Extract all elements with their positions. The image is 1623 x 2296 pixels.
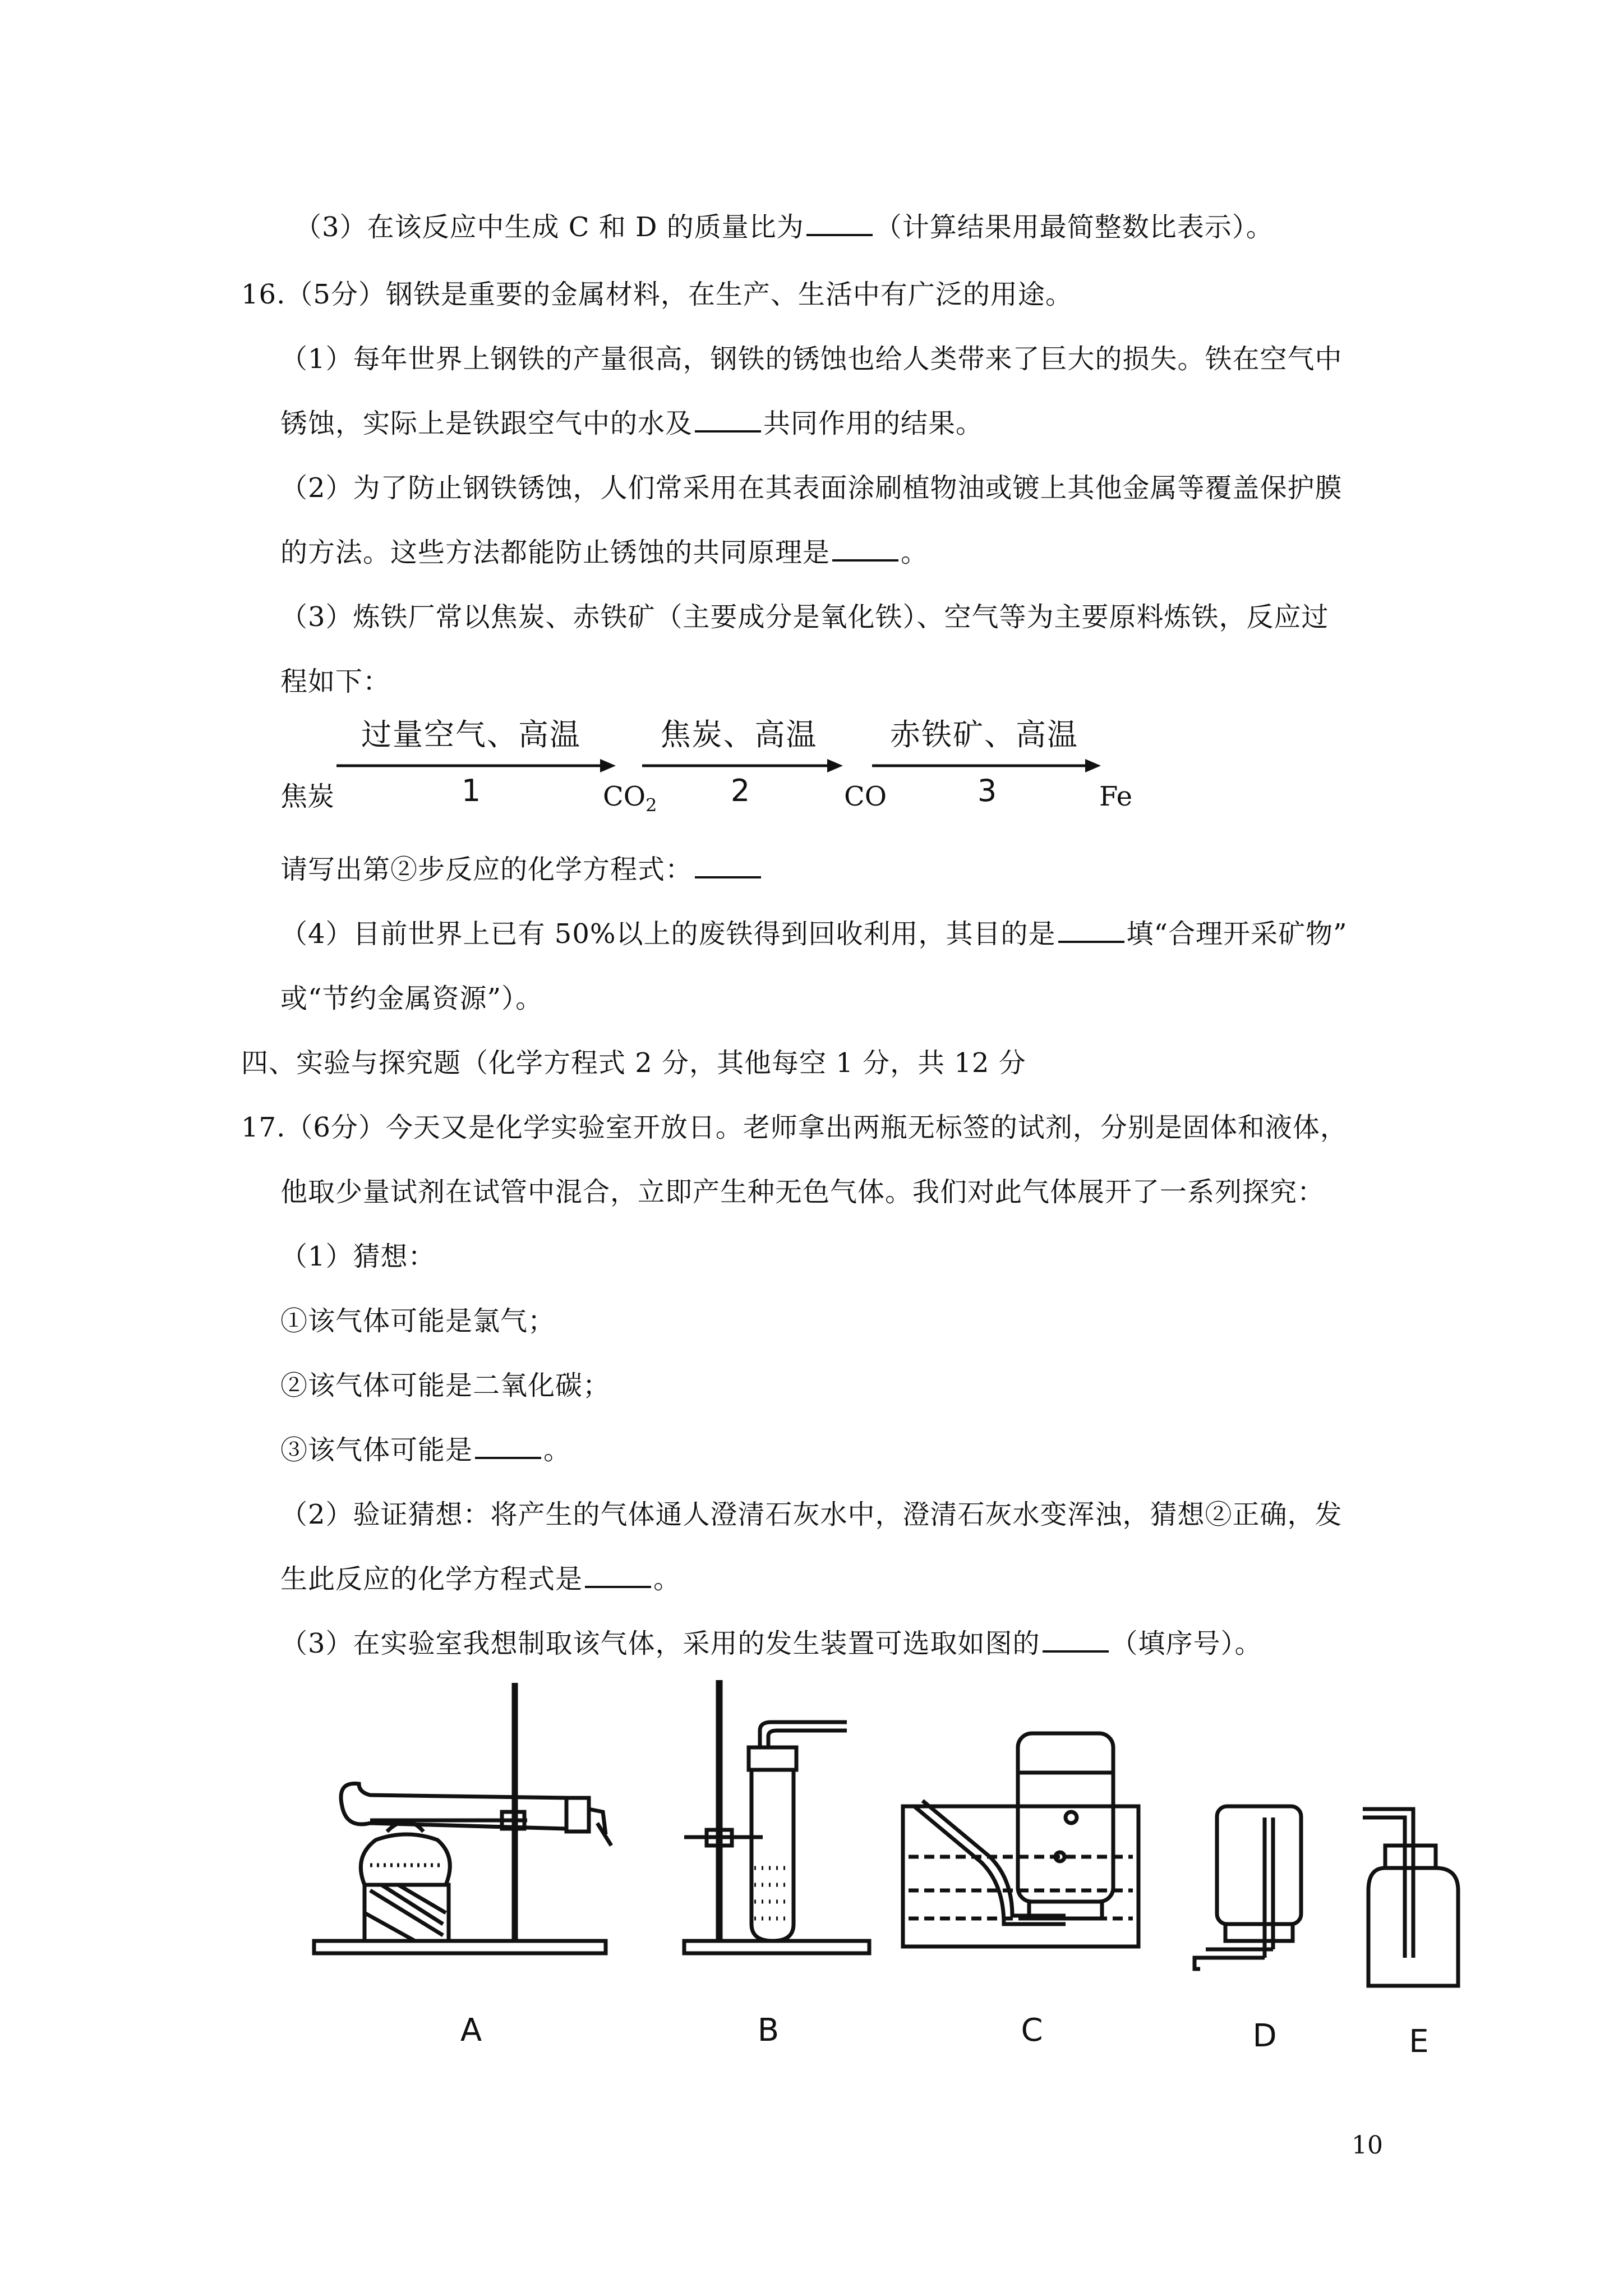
arrow-2-label: 焦炭、高温 (660, 717, 818, 752)
answer-blank[interactable] (832, 537, 898, 562)
answer-blank[interactable] (806, 211, 873, 236)
apparatus-label-c: C (1021, 2012, 1043, 2049)
section4-title: 四、实验与探究题（化学方程式 2 分，其他每空 1 分，共 12 分 (241, 1047, 1026, 1079)
q16-part3-line3: 请写出第②步反应的化学方程式： (280, 853, 763, 886)
apparatus-a-heating-setup (303, 1677, 639, 1975)
q17-guess2: ②该气体可能是二氧化碳； (280, 1370, 611, 1401)
arrow-1-label: 过量空气、高温 (361, 717, 581, 752)
answer-blank[interactable] (695, 854, 761, 878)
answer-blank[interactable] (585, 1563, 651, 1588)
apparatus-c-water-collection (897, 1722, 1150, 1975)
q16-part1-line1: （1）每年世界上钢铁的产量很高，钢铁的锈蚀也给人类带来了巨大的损失。铁在空气中 (280, 343, 1343, 375)
q17-part2-line1: （2）验证猜想：将产生的气体通人澄清石灰水中，澄清石灰水变浑浊，猜想②正确，发 (280, 1499, 1343, 1530)
q16-part3-line2: 程如下： (280, 666, 391, 697)
q17-part1: （1）猜想： (280, 1241, 436, 1272)
answer-blank[interactable] (695, 408, 761, 432)
q16-part1-line2: 锈蚀，实际上是铁跟空气中的水及 共同作用的结果。 (280, 408, 984, 439)
q16-part2-line2: 的方法。这些方法都能防止锈蚀的共同原理是 。 (280, 537, 929, 568)
apparatus-label-b: B (757, 2012, 780, 2049)
arrow-1-number: 1 (461, 773, 481, 808)
answer-blank[interactable] (1058, 918, 1124, 943)
flow-start-coke: 焦炭 (280, 781, 335, 812)
apparatus-label-d: D (1252, 2018, 1277, 2054)
answer-blank[interactable] (475, 1434, 541, 1459)
apparatus-label-e: E (1409, 2023, 1429, 2060)
answer-blank[interactable] (1043, 1628, 1109, 1653)
flow-co2: $CO_2$ (603, 781, 657, 816)
flow-fe: Fe (1099, 781, 1133, 812)
q17-part2-line2: 生此反应的化学方程式是 。 (280, 1563, 681, 1595)
apparatus-b-test-tube-setup (673, 1677, 897, 1975)
q17-part3: （3）在实验室我想制取该气体，采用的发生装置可选取如图的 （填序号）。 (280, 1628, 1262, 1659)
apparatus-d-gas-bottle (1183, 1795, 1329, 1980)
flow-co: CO (844, 781, 887, 812)
arrow-3-number: 3 (977, 773, 997, 808)
q16-part4-line1: （4）目前世界上已有 50%以上的废铁得到回收利用，其目的是 填“合理开采矿物” (280, 918, 1348, 950)
page-number: 10 (1352, 2131, 1383, 2160)
q16-part3-line1: （3）炼铁厂常以焦炭、赤铁矿（主要成分是氧化铁）、空气等为主要原料炼铁，反应过 (280, 601, 1329, 633)
q17-stem-line1: 17.（6分）今天又是化学实验室开放日。老师拿出两瓶无标签的试剂，分别是固体和液体， (241, 1112, 1348, 1143)
q16-part4-line2: 或“节约金属资源”）。 (280, 983, 543, 1014)
q17-guess3: ③该气体可能是 。 (280, 1434, 571, 1466)
q17-stem-line2: 他取少量试剂在试管中混合，立即产生种无色气体。我们对此气体展开了一系列探究： (280, 1176, 1325, 1208)
q16-part2-line1: （2）为了防止钢铁锈蚀，人们常采用在其表面涂刷植物油或镀上其他金属等覆盖保护膜 (280, 472, 1343, 504)
q17-guess1: ①该气体可能是氯气； (280, 1305, 556, 1337)
arrow-3-label: 赤铁矿、高温 (890, 717, 1078, 752)
q15-part3: （3）在该反应中生成 C 和 D 的质量比为 （计算结果用最简整数比表示）。 (294, 211, 1274, 243)
arrow-2-number: 2 (730, 773, 750, 808)
q16-stem: 16.（5分）钢铁是重要的金属材料，在生产、生活中有广泛的用途。 (241, 279, 1073, 310)
apparatus-label-a: A (460, 2012, 482, 2049)
apparatus-e-gas-bottle (1346, 1806, 1486, 1991)
